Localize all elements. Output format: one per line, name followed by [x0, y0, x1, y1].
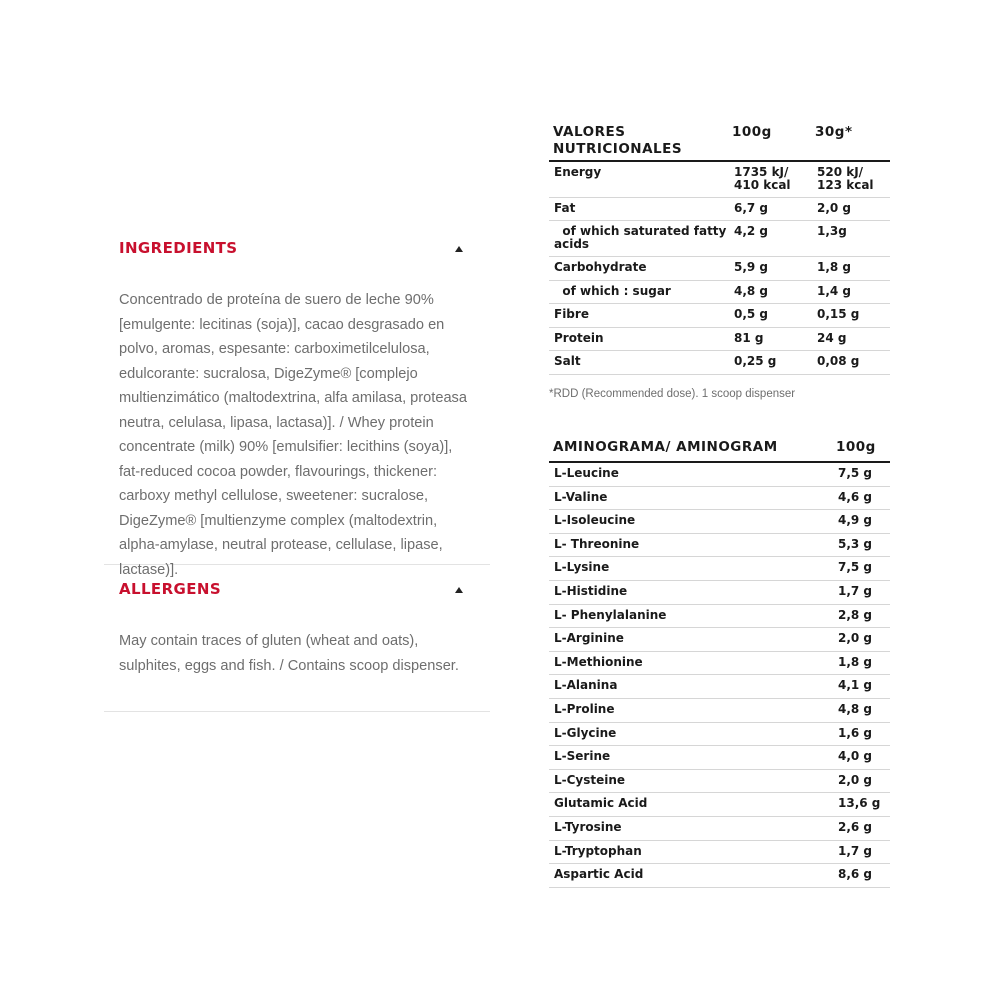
aminogram-value: 13,6 g — [838, 796, 881, 811]
nutrition-value-100g: 0,25 g — [734, 354, 777, 368]
aminogram-value: 2,6 g — [838, 819, 873, 834]
aminogram-label: L-Tryptophan — [554, 843, 642, 858]
aminogram-row — [549, 557, 890, 581]
aminogram-row — [549, 770, 890, 794]
aminogram-label: Aspartic Acid — [554, 867, 644, 882]
aminogram-table — [549, 437, 890, 888]
nutrition-value-30g: 2,0 g — [817, 201, 852, 215]
nutrition-value-100g: 5,9 g — [734, 260, 769, 274]
aminogram-row — [549, 628, 890, 652]
nutrition-value-30g: 24 g — [817, 331, 847, 345]
aminogram-value: 2,8 g — [838, 607, 873, 622]
aminogram-value: 8,6 g — [838, 867, 873, 882]
aminogram-value: 2,0 g — [838, 772, 873, 787]
nutrition-value-30g: 0,08 g — [817, 354, 860, 368]
nutrition-value-30g: 520 kJ/ 123 kcal — [817, 165, 874, 192]
allergens-title: ALLERGENS — [119, 580, 222, 598]
nutrition-label: Salt — [554, 354, 581, 368]
aminogram-row — [549, 699, 890, 723]
aminogram-header-100g: 100g — [836, 439, 876, 455]
ingredients-title: INGREDIENTS — [119, 239, 238, 257]
nutrition-label: Fibre — [554, 307, 589, 321]
nutrition-row — [549, 281, 890, 304]
aminogram-label: L-Serine — [554, 749, 611, 764]
nutrition-value-100g: 4,2 g — [734, 224, 769, 238]
aminogram-table-header — [549, 437, 890, 463]
aminogram-value: 4,6 g — [838, 489, 873, 504]
aminogram-value: 2,0 g — [838, 631, 873, 646]
aminogram-value: 5,3 g — [838, 536, 873, 551]
nutrition-header-100g: 100g — [732, 124, 772, 140]
aminogram-label: L-Histidine — [554, 583, 628, 598]
nutrition-label: of which saturated fatty acids — [554, 224, 727, 251]
nutrition-table-header — [549, 122, 890, 162]
aminogram-row — [549, 793, 890, 817]
aminogram-value: 7,5 g — [838, 560, 873, 575]
aminogram-row — [549, 841, 890, 865]
aminogram-row — [549, 534, 890, 558]
nutrition-value-100g: 0,5 g — [734, 307, 769, 321]
nutrition-label: Protein — [554, 331, 604, 345]
aminogram-value: 4,8 g — [838, 701, 873, 716]
allergens-text: May contain traces of gluten (wheat and oats), sulphites, eggs and fish. / Contains scoop dispenser. — [119, 633, 459, 674]
aminogram-header-label: AMINOGRAMA/ AMINOGRAM — [553, 439, 778, 455]
aminogram-value: 7,5 g — [838, 466, 873, 480]
aminogram-row — [549, 675, 890, 699]
ingredients-text: Concentrado de proteína de suero de leche 90% [emulgente: lecitinas (soja)], cacao desgrasado en polvo, aromas, espesante: carboximetilcelulosa, edulcorante: sucralosa, DigeZyme® [complejo multienzimático (maltodextrina, alfa amilasa, proteasa neutra, celulasa, lipasa, lactasa)]. / Whey protein concentrate (milk) 90% [emulsifier: lecithins (soya)], fat-reduced cocoa powder, flavourings, thickener: carboxy methyl cellulose, sweetener: sucralose, DigeZyme® [multienzyme complex (maltodextrin, alpha-amylase, neutral protease, cellulase, lipase, lactase)]. — [119, 292, 467, 578]
aminogram-row — [549, 510, 890, 534]
nutrition-header-30g: 30g* — [815, 124, 853, 140]
aminogram-label: L-Glycine — [554, 725, 617, 740]
aminogram-label: Glutamic Acid — [554, 796, 648, 811]
aminogram-row — [549, 605, 890, 629]
ingredients-section — [104, 224, 490, 578]
aminogram-label: L-Lysine — [554, 560, 610, 575]
nutrition-value-30g: 1,8 g — [817, 260, 852, 274]
nutrition-value-30g: 0,15 g — [817, 307, 860, 321]
aminogram-label: L-Cysteine — [554, 772, 626, 787]
aminogram-label: L-Methionine — [554, 654, 643, 669]
aminogram-value: 1,7 g — [838, 843, 873, 858]
aminogram-value: 4,1 g — [838, 678, 873, 693]
aminogram-value: 4,9 g — [838, 513, 873, 528]
nutrition-row — [549, 198, 890, 221]
nutrition-value-30g: 1,3g — [817, 224, 847, 238]
nutrition-value-100g: 1735 kJ/ 410 kcal — [734, 165, 791, 192]
aminogram-row — [549, 463, 890, 487]
nutrition-label: Energy — [554, 165, 602, 179]
aminogram-label: L-Proline — [554, 701, 615, 716]
aminogram-row — [549, 817, 890, 841]
aminogram-row — [549, 746, 890, 770]
aminogram-row — [549, 864, 890, 888]
aminogram-label: L- Threonine — [554, 536, 640, 551]
aminogram-label: L- Phenylalanine — [554, 607, 667, 622]
aminogram-row — [549, 723, 890, 747]
product-info-accordion — [104, 224, 490, 712]
nutrition-header-label: VALORES NUTRICIONALES — [553, 124, 683, 157]
aminogram-label: L-Tyrosine — [554, 819, 622, 834]
nutrition-row — [549, 257, 890, 281]
allergens-section — [104, 565, 490, 712]
allergens-header[interactable] — [104, 565, 490, 615]
aminogram-value: 1,6 g — [838, 725, 873, 740]
aminogram-value: 1,7 g — [838, 583, 873, 598]
aminogram-value: 1,8 g — [838, 654, 873, 669]
aminogram-row — [549, 487, 890, 511]
caret-up-icon[interactable] — [455, 587, 463, 593]
nutrition-value-100g: 6,7 g — [734, 201, 769, 215]
aminogram-table-body — [549, 463, 890, 888]
aminogram-label: L-Leucine — [554, 466, 619, 480]
nutrition-label: Carbohydrate — [554, 260, 647, 274]
aminogram-label: L-Arginine — [554, 631, 624, 646]
nutrition-table — [549, 122, 890, 375]
aminogram-label: L-Alanina — [554, 678, 618, 693]
aminogram-row — [549, 581, 890, 605]
nutrition-label: of which : sugar — [554, 284, 671, 298]
nutrition-row — [549, 351, 890, 375]
nutrition-table-body — [549, 162, 890, 375]
nutrition-value-100g: 81 g — [734, 331, 764, 345]
nutrition-row — [549, 304, 890, 328]
nutrition-row — [549, 162, 890, 198]
aminogram-row — [549, 652, 890, 676]
nutrition-row — [549, 328, 890, 351]
caret-up-icon[interactable] — [455, 246, 463, 252]
aminogram-value: 4,0 g — [838, 749, 873, 764]
nutrition-label: Fat — [554, 201, 576, 215]
aminogram-label: L-Valine — [554, 489, 608, 504]
aminogram-label: L-Isoleucine — [554, 513, 636, 528]
nutrition-footnote: *RDD (Recommended dose). 1 scoop dispenser — [549, 388, 796, 400]
ingredients-header[interactable] — [104, 224, 490, 274]
nutrition-value-30g: 1,4 g — [817, 284, 852, 298]
nutrition-row — [549, 221, 890, 257]
nutrition-value-100g: 4,8 g — [734, 284, 769, 298]
